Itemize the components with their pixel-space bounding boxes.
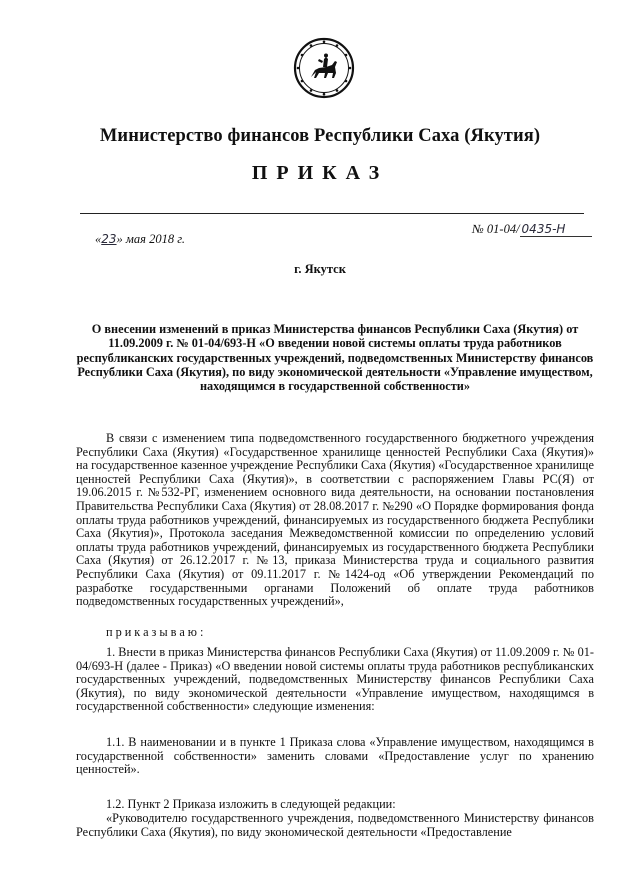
order-title: О внесении изменений в приказ Министерства финансов Республики Саха (Якутия) от 11.09.2009 г. № 01-04/693-Н «О введении новой системы оплаты труда работников республиканских государственных учреждений, подведомственных Министерству финансов Республики Саха (Якутия), по виду экономической деятельности «Управление имуществом, находящимся в государственной собственности»: [76, 322, 594, 394]
coat-of-arms-emblem: [293, 37, 355, 99]
number-handwritten: 0435-Н: [520, 222, 592, 237]
document-date: [95, 232, 185, 247]
ministry-name: Министерство финансов Республики Саха (Якутия): [99, 126, 541, 146]
preamble-paragraph: В связи с изменением типа подведомственного государственного бюджетного учреждения Республики Саха (Якутия) «Государственное хранилище ценностей Республики Саха (Якутия)» на государственное казенное учреждение Республики Саха (Якутия) «Государственное хранилище ценностей Республики Саха (Якутия)», в соответствии с распоряжением Главы РС(Я) от 19.06.2015 г. №532-РГ, изменением основного вида деятельности, на основании постановления Правительства Республики Саха (Якутия) от 28.08.2017 г. №290 «О Порядке формирования фонда оплаты труда работников учреждений, финансируемых из государственного бюджета Республики Саха (Якутия)», Протокола заседания Межведомственной комиссии по определению условий оплаты труда работников учреждений, финансируемых из государственного бюджета Республики Саха (Якутия) от 26.12.2017 г. №13, приказа Министерства труда и социального развития Республики Саха (Якутия) от 09.11.2017 г. №1424-од «Об утверждении Рекомендаций по разработке государственными органами Положений об оплате труда работников подведомственных государственных учреждений»,: [76, 431, 594, 609]
date-prefix: «: [95, 232, 102, 246]
date-day-handwritten: 23: [101, 232, 117, 246]
item-1: 1. Внести в приказ Министерства финансов Республики Саха (Якутия) от 11.09.2009 г. № 01-04/693-Н (далее - Приказ) «О введении новой системы оплаты труда работников республиканских государственных учреждений, подведомственных Министерству финансов Республики Саха (Якутия), по виду экономической деятельности «Управление имуществом, находящимся в государственной собственности» следующие изменения:: [76, 645, 594, 714]
document-type: ПРИКАЗ: [251, 162, 389, 184]
date-suffix: » мая 2018 г.: [116, 232, 186, 246]
item-1-1: 1.1. В наименовании и в пункте 1 Приказа слова «Управление имуществом, находящимся в государственной собственности» заменить словами «Предоставление услуг по хранению ценностей».: [76, 735, 594, 777]
item-1-2: 1.2. Пункт 2 Приказа изложить в следующей редакции:: [106, 797, 396, 811]
city: г. Якутск: [294, 262, 346, 276]
document-number: [472, 222, 592, 237]
header-divider: [80, 213, 584, 214]
number-prefix: № 01-04/: [472, 222, 520, 236]
order-word: приказываю:: [106, 625, 207, 639]
item-1-2-text: «Руководителю государственного учреждения, подведомственного Министерству финансов Республики Саха (Якутия), по виду экономической деятельности «Предоставление: [76, 811, 594, 839]
